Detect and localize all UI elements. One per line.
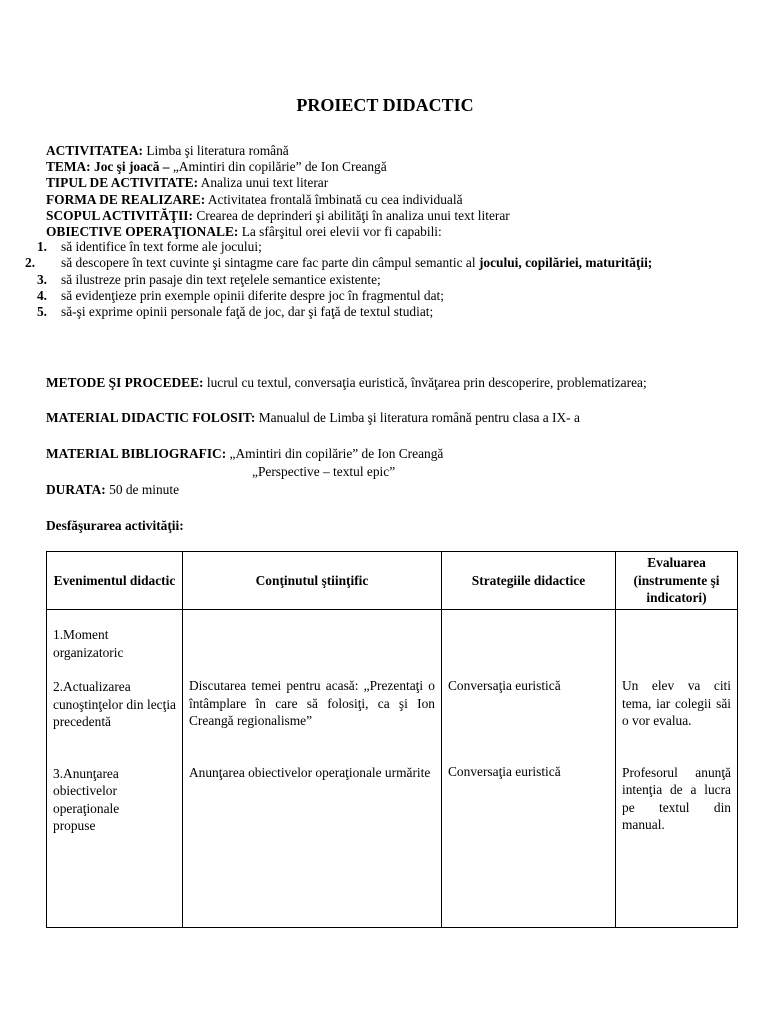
objective-text: să descopere în text cuvinte şi sintagme care fac parte din câmpul semantic al (61, 255, 476, 271)
activity-table (46, 551, 738, 928)
strategy-1: Conversaţia euristică (448, 678, 561, 693)
table-header-row (47, 552, 738, 610)
table-row (47, 610, 738, 928)
obiective-line (46, 223, 724, 239)
durata-value: 50 de minute (109, 482, 180, 497)
header-evenimentul: Evenimentul didactic (47, 552, 183, 610)
objective-bold-terms: jocului, copilăriei, (478, 255, 582, 271)
desfasurarea-heading: Desfăşurarea activităţii: (46, 518, 184, 533)
tema-label: TEMA: (46, 159, 91, 175)
list-item (36, 239, 724, 255)
objective-text: să identifice în text forme ale jocului; (61, 239, 262, 255)
obiective-label: OBIECTIVE OPERAŢIONALE: (46, 223, 239, 239)
strategies-cell (442, 610, 616, 928)
objective-number: 1. (36, 239, 47, 255)
document-title: PROIECT DIDACTIC (296, 95, 474, 115)
bibliografic-value-1: „Amintiri din copilărie” de Ion Creangă (229, 446, 444, 461)
scopul-line (46, 207, 724, 223)
tema-line (46, 158, 724, 174)
content-1: Discutarea temei pentru acasă: „Prezentaţi o întâmplare în care să folosiţi, ca şi Ion Creangă regionalisme” (189, 678, 435, 728)
durata-line (46, 481, 736, 498)
durata-label: DURATA: (46, 482, 106, 497)
objective-bold-terms-2: maturităţii; (585, 255, 653, 271)
tipul-value: Analiza unui text literar (200, 175, 329, 191)
tema-bold-value: Joc şi joacă – (94, 159, 170, 175)
content-cell (183, 610, 442, 928)
list-item (36, 303, 724, 320)
forma-label: FORMA DE REALIZARE: (46, 191, 206, 207)
activitatea-line (46, 142, 724, 158)
tema-value: „Amintiri din copilărie” de Ion Creangă (172, 159, 387, 175)
material-line (46, 409, 736, 426)
evaluation-cell (616, 610, 738, 928)
header-strategiile: Strategiile didactice (442, 552, 616, 610)
objective-number: 2. (25, 255, 36, 271)
bibliografic-value-2: „Perspective – textul epic” (252, 464, 396, 479)
header-block (25, 142, 724, 320)
objective-text: să evidenţieze prin exemple opinii diferite despre joc în fragmentul dat; (61, 287, 444, 303)
metode-value: lucrul cu textul, conversaţia euristică, învăţarea prin descoperire, problematizarea; (206, 375, 647, 390)
tipul-line (46, 174, 724, 190)
tipul-label: TIPUL DE ACTIVITATE: (46, 175, 199, 191)
objective-text: să ilustreze prin pasaje din text reţelele semantice existente; (61, 271, 381, 287)
scopul-value: Crearea de deprinderi şi abilităţi în analiza unui text literar (196, 207, 510, 223)
material-label: MATERIAL DIDACTIC FOLOSIT: (46, 410, 256, 425)
evaluation-1: Un elev va citi tema, iar colegii săi o vor evalua. (622, 678, 731, 728)
event-1: 1.Moment organizatoric (53, 627, 124, 660)
list-item (36, 271, 724, 288)
material-value: Manualul de Limba şi literatura română pentru clasa a IX- a (258, 410, 580, 425)
objective-number: 4. (36, 287, 47, 303)
event-3: 3.Anunţarea obiectivelor operaţionale propuse (53, 765, 120, 833)
list-item (36, 287, 724, 304)
header-evaluarea: Evaluarea (instrumente şi indicatori) (616, 552, 738, 610)
metode-line (46, 374, 736, 391)
forma-line (46, 191, 724, 207)
metode-label: METODE ŞI PROCEDEE: (46, 375, 204, 390)
forma-value: Activitatea frontală îmbinată cu cea individuală (207, 191, 463, 207)
strategy-2: Conversaţia euristică (448, 763, 561, 779)
content-2: Anunţarea obiectivelor operaţionale urmărite (189, 764, 431, 780)
event-2: 2.Actualizarea cunoştinţelor din lecţia precedentă (53, 679, 176, 729)
scopul-label: SCOPUL ACTIVITĂŢII: (46, 207, 193, 223)
activitatea-value: Limba şi literatura română (146, 143, 289, 158)
evaluation-2: Profesorul anunţă intenţia de a lucra pe textul din manual. (622, 764, 731, 832)
activitatea-label: ACTIVITATEA: (46, 143, 143, 158)
objective-text: să-şi exprime opinii personale faţă de joc, dar şi faţă de textul studiat; (61, 303, 434, 319)
obiective-value: La sfârşitul orei elevii vor fi capabili: (241, 223, 442, 239)
objective-number: 3. (36, 271, 47, 287)
events-cell (47, 610, 183, 928)
objective-number: 5. (36, 303, 47, 319)
objectives-list (25, 239, 724, 320)
header-continutul: Conţinutul ştiinţific (183, 552, 442, 610)
list-item (25, 255, 724, 271)
bibliografic-label: MATERIAL BIBLIOGRAFIC: (46, 446, 227, 461)
bibliografic-line (46, 445, 736, 462)
